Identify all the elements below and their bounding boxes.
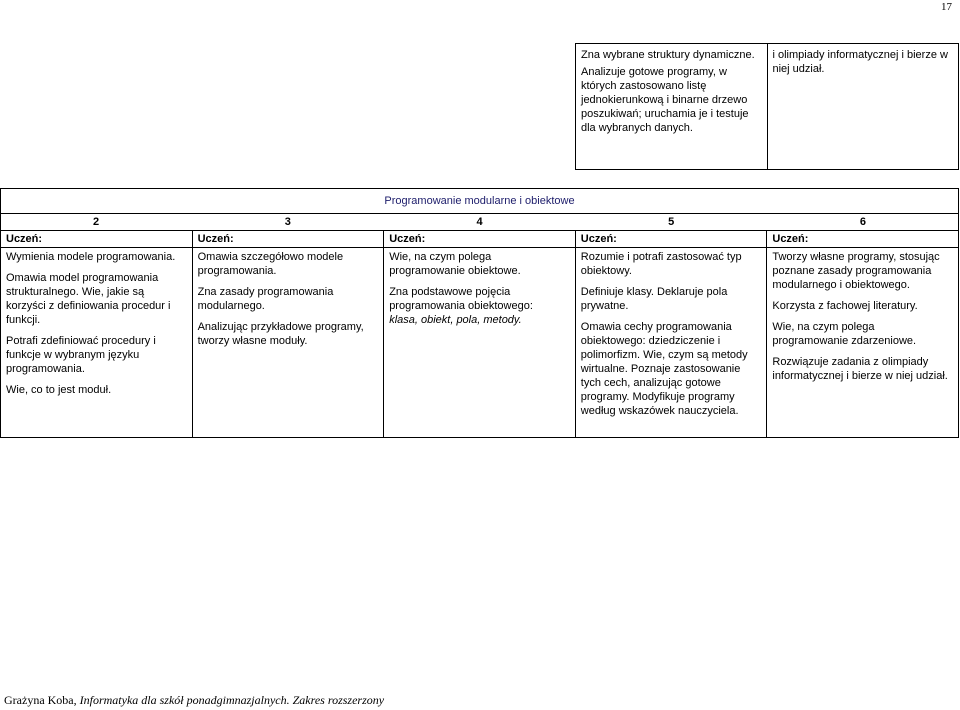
requirement-item: Wie, na czym polega programowanie obiektowe. (389, 251, 521, 277)
grade-2-requirements (1, 248, 193, 438)
section-title: Programowanie modularne i obiektowe (1, 189, 959, 214)
requirement-item: Definiuje klasy. Deklaruje pola prywatne. (580, 286, 728, 312)
requirement-item: Wie, na czym polega programowanie zdarzeniowe. (772, 321, 917, 347)
requirement-item: Korzysta z fachowej literatury. (772, 300, 918, 312)
requirement-item: Potrafi zdefiniować procedury i funkcje w wybranym języku programowania. (6, 335, 156, 375)
grade-4: 4 (476, 216, 483, 228)
requirement-item: Wymienia modele programowania. (6, 251, 176, 263)
student-label: Uczeń: (1, 231, 193, 248)
text-line: Analizuje gotowe programy, w których zastosowano listę jednokierunkową i binarne drzewo poszukiwań; uruchamia je i testuje dla wybranych danych. (581, 66, 749, 134)
page-footer (4, 693, 384, 708)
grade-6: 6 (859, 216, 866, 228)
requirement-item: Analizując przykładowe programy, tworzy własne moduły. (197, 321, 364, 347)
grade-4-requirements (384, 248, 576, 438)
grade-6-requirements (767, 248, 959, 438)
grade-5-requirements (575, 248, 767, 438)
requirement-item: Zna zasady programowania modularnego. (197, 286, 334, 312)
student-label: Uczeń: (192, 231, 384, 248)
footer-author: Grażyna Koba, (4, 693, 77, 707)
requirement-item: Omawia model programowania strukturalnego. Wie, jakie są korzyści z definiowania procedur i funkcji. (6, 272, 171, 326)
grade-2: 2 (93, 216, 100, 228)
text-line: Zna wybrane struktury dynamiczne. (581, 49, 755, 61)
requirement-item: Rozumie i potrafi zastosować typ obiektowy. (580, 251, 742, 277)
continuation-left-cell (576, 44, 768, 170)
requirement-item: Omawia cechy programowania obiektowego: dziedziczenie i polimorfizm. Wie, czym są metody wirtualne. Poznaje zastosowanie tych cech, analizując gotowe programy. Modyfikuje programy według wskazówek nauczyciela. (580, 321, 748, 417)
continuation-table (575, 43, 959, 170)
requirement-item: Omawia szczegółowo modele programowania. (197, 251, 344, 277)
text-line: i olimpiady informatycznej i bierze w niej udział. (772, 49, 948, 75)
requirement-item: Tworzy własne programy, stosując poznane zasady programowania modularnego i obiektowego. (772, 251, 940, 291)
requirement-item: Zna podstawowe pojęcia programowania obiektowego: (389, 286, 533, 312)
requirement-item: Wie, co to jest moduł. (6, 384, 112, 396)
student-label: Uczeń: (384, 231, 576, 248)
page-number: 17 (941, 1, 952, 13)
student-label: Uczeń: (767, 231, 959, 248)
requirements-table (0, 188, 959, 438)
grade-row (1, 214, 959, 231)
requirement-item: Rozwiązuje zadania z olimpiady informatycznej i bierze w niej udział. (772, 356, 948, 382)
student-label: Uczeń: (575, 231, 767, 248)
grade-3-requirements (192, 248, 384, 438)
grade-5: 5 (668, 216, 675, 228)
continuation-right-cell (767, 44, 959, 170)
requirement-terms: klasa, obiekt, pola, metody. (389, 314, 522, 326)
grade-3: 3 (284, 216, 291, 228)
footer-book-title: Informatyka dla szkół ponadgimnazjalnych. Zakres rozszerzony (79, 693, 385, 707)
